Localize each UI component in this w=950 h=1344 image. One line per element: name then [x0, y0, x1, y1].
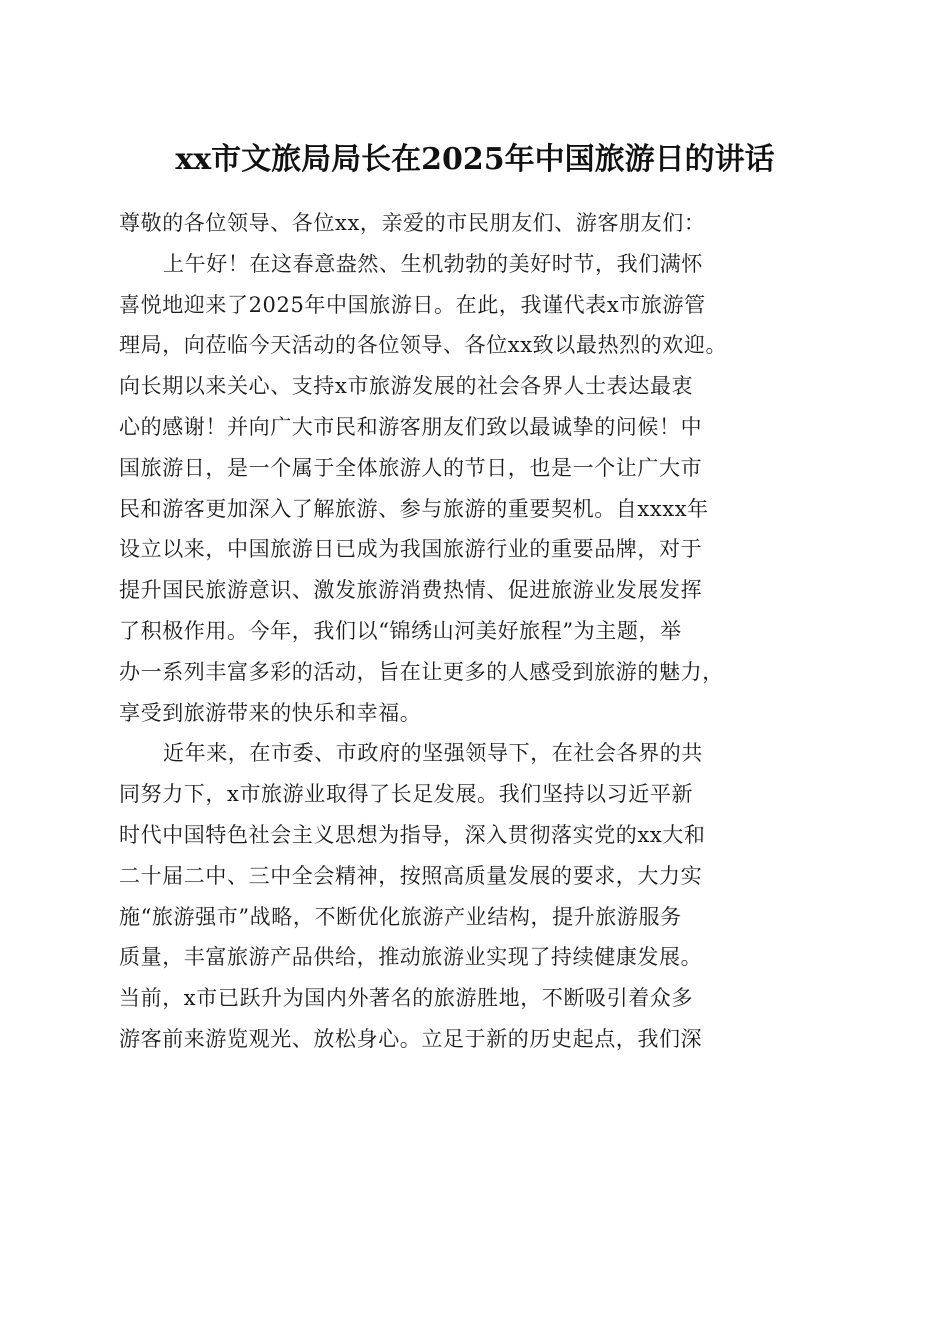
text-line: 二十届二中、三中全会精神，按照高质量发展的要求，大力实 — [119, 863, 703, 888]
text-line: 民和游客更加深入了解旅游、参与旅游的重要契机。自xxxx年 — [119, 496, 709, 521]
text-line: 设立以来，中国旅游日已成为我国旅游行业的重要品牌，对于 — [119, 537, 703, 562]
text-line: 国旅游日，是一个属于全体旅游人的节日，也是一个让广大市 — [119, 455, 703, 480]
text-line: 提升国民旅游意识、激发旅游消费热情、促进旅游业发展发挥 — [119, 578, 703, 603]
text-line: 向长期以来关心、支持x市旅游发展的社会各界人士表达最衷 — [119, 374, 694, 399]
document-body — [119, 203, 831, 1060]
text-line: 尊敬的各位领导、各位xx，亲爱的市民朋友们、游客朋友们： — [119, 211, 706, 235]
text-line: 办一系列丰富多彩的活动，旨在让更多的人感受到旅游的魅力， — [119, 659, 724, 684]
text-line: 喜悦地迎来了2025年中国旅游日。在此，我谨代表x市旅游管 — [119, 292, 706, 317]
text-line: 近年来，在市委、市政府的坚强领导下，在社会各界的共 — [163, 741, 703, 766]
text-line: 理局，向莅临今天活动的各位领导、各位xx致以最热烈的欢迎。 — [119, 333, 728, 358]
text-line: 享受到旅游带来的快乐和幸福。 — [119, 700, 422, 725]
text-line: 质量，丰富旅游产品供给，推动旅游业实现了持续健康发展。 — [119, 945, 703, 970]
text-line: 心的感谢！并向广大市民和游客朋友们致以最诚挚的问候！中 — [119, 414, 703, 439]
text-line: 时代中国特色社会主义思想为指导，深入贯彻落实党的xx大和 — [119, 822, 706, 847]
text-line: 当前，x市已跃升为国内外著名的旅游胜地，不断吸引着众多 — [119, 986, 694, 1011]
text-line: 同努力下，x市旅游业取得了长足发展。我们坚持以习近平新 — [119, 782, 694, 807]
text-line: 施“旅游强市”战略，不断优化旅游产业结构，提升旅游服务 — [119, 904, 682, 929]
text-line: 了积极作用。今年，我们以“锦绣山河美好旅程”为主题，举 — [119, 618, 682, 643]
document-title: xx市文旅局局长在2025年中国旅游日的讲话 — [175, 142, 775, 177]
text-line: 上午好！在这春意盎然、生机勃勃的美好时节，我们满怀 — [163, 251, 703, 276]
text-line: 游客前来游览观光、放松身心。立足于新的历史起点，我们深 — [119, 1026, 703, 1051]
